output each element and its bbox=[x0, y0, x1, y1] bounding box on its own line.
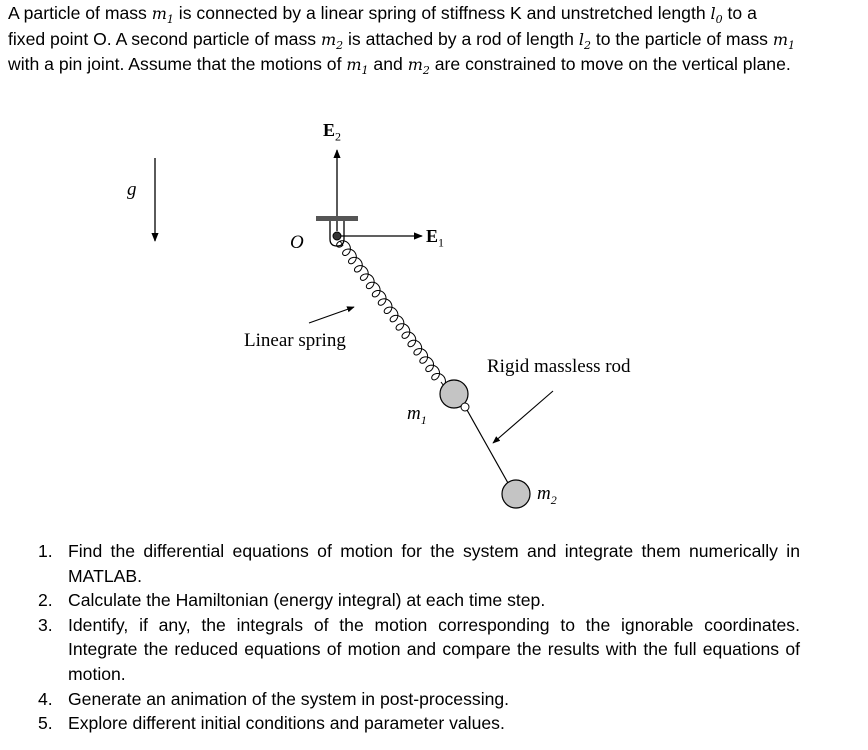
rigid-rod bbox=[467, 410, 508, 483]
var-m1: $m_1$ bbox=[346, 55, 369, 78]
m1-label: $m_1$ bbox=[407, 403, 427, 427]
e1-label: $E_1$ bbox=[426, 226, 445, 250]
intro-text-5: to the particle of mass bbox=[590, 28, 773, 49]
linear-spring bbox=[337, 241, 446, 386]
var-m2: $m_2$ bbox=[407, 55, 430, 78]
pivot-pin bbox=[333, 232, 341, 240]
task-item: 1. Find the differential equations of motion for the system and integrate them numerically in MATLAB. bbox=[38, 541, 800, 586]
gravity-label: g bbox=[127, 179, 137, 200]
task-item: 5. Explore different initial conditions and parameter values. bbox=[38, 713, 505, 734]
intro-text-6: with a pin joint. Assume that the motions of bbox=[8, 54, 347, 75]
mechanism-diagram bbox=[0, 100, 868, 530]
intro-text-and: and bbox=[368, 54, 408, 75]
rod-pointer-arrow bbox=[493, 391, 553, 443]
fixed-support bbox=[316, 216, 358, 221]
mass-2 bbox=[502, 480, 530, 508]
e2-label: $E_2$ bbox=[323, 120, 342, 144]
task-item: 4. Generate an animation of the system in post-processing. bbox=[38, 688, 510, 709]
task-list bbox=[0, 539, 800, 736]
var-m2: $m_2$ bbox=[320, 29, 344, 52]
var-m1: $m_1$ bbox=[772, 29, 796, 52]
m2-label: $m_2$ bbox=[537, 483, 557, 507]
var-m1: $m_1$ bbox=[151, 4, 174, 26]
pin-joint bbox=[461, 403, 469, 411]
intro-text-4: is attached by a rod of length bbox=[343, 28, 579, 49]
intro-text-3: to a fixed point O. A second particle of mass bbox=[8, 3, 757, 49]
spring-pointer-arrow bbox=[309, 307, 354, 323]
intro-text-1: A particle of mass bbox=[8, 3, 152, 23]
intro-text-2: is connected by a linear spring of stiffness K and unstretched length bbox=[173, 3, 711, 23]
var-l0: $l_0$ bbox=[710, 4, 723, 26]
mechanism-figure bbox=[0, 100, 868, 530]
problem-statement bbox=[8, 1, 798, 78]
rod-label: Rigid massless rod bbox=[487, 356, 631, 377]
spring-label: Linear spring bbox=[244, 330, 346, 351]
origin-label: O bbox=[290, 232, 304, 253]
task-item: 3. Identify, if any, the integrals of the motion corresponding to the ignorable coordinates. Integrate the reduced equations of motion and compare the results with the full equations of motion. bbox=[38, 614, 800, 684]
task-item: 2. Calculate the Hamiltonian (energy integral) at each time step. bbox=[38, 590, 546, 611]
intro-text-7: are constrained to move on the vertical plane. bbox=[429, 54, 791, 75]
var-l2: $l_2$ bbox=[578, 29, 591, 52]
